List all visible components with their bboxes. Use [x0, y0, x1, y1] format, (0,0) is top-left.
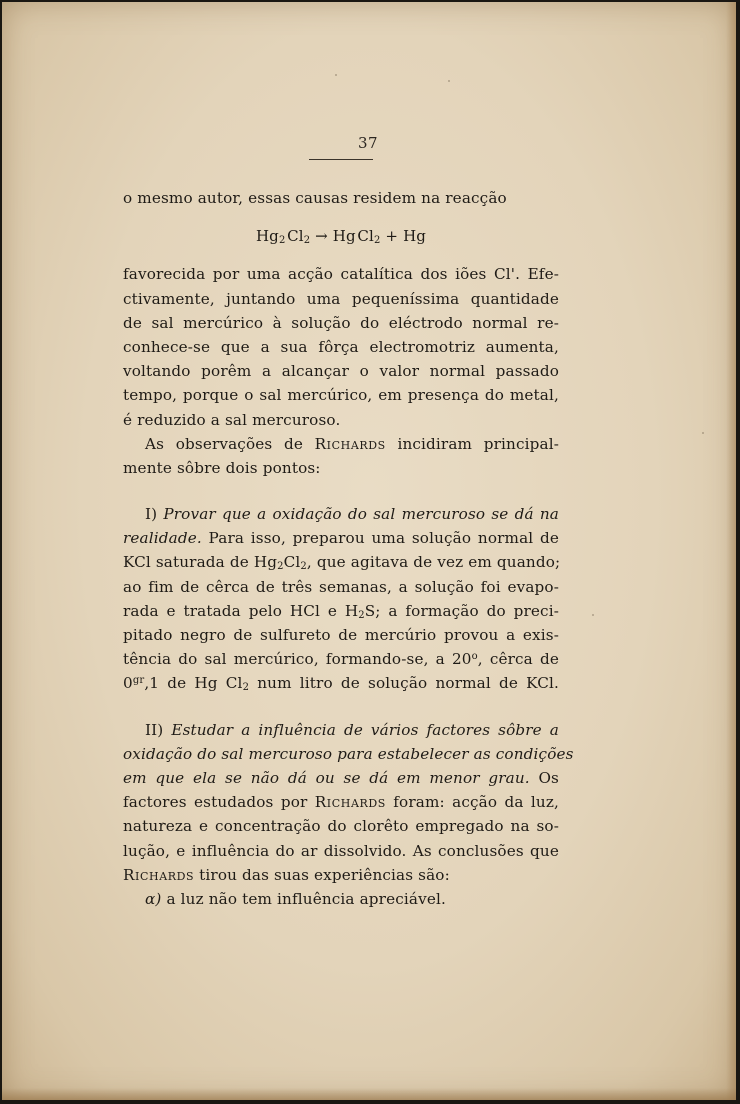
page-bottom-shadow: [2, 1088, 736, 1100]
paper-speck: [448, 80, 450, 82]
text-line: $0^{gr},1$ de Hg $Cl_2$ num litro de solução normal de KCl.: [123, 674, 559, 694]
paper-speck: [335, 74, 337, 76]
text-line: mente sôbre dois pontos:: [123, 458, 321, 477]
text-line: oxidação do sal mercuroso para estabelecer as condições: [123, 744, 574, 763]
text-line: é reduzido a sal mercuroso.: [123, 410, 341, 429]
point-one-heading: I) Provar que a oxidação do sal mercuroso se dá na: [145, 505, 560, 524]
page-edge-shadow: [726, 2, 736, 1100]
item-label: α): [145, 889, 162, 908]
text-line: favorecida por uma acção catalítica dos iões Cl'. Efe-: [123, 265, 559, 284]
arrow-glyph: →: [310, 227, 333, 246]
page-number: 37: [357, 134, 379, 152]
text-line: realidade. Para isso, preparou uma solução normal de: [123, 529, 559, 548]
text-line: lução, e influência do ar dissolvido. As conclusões que: [123, 841, 559, 860]
text-line: ao fim de cêrca de três semanas, a solução foi evapo-: [123, 577, 559, 596]
text-line: voltando porêm a alcançar o valor normal passado: [123, 362, 559, 381]
text-line: em que ela se não dá ou se dá em menor grau. Os: [123, 768, 559, 787]
body-text: [123, 186, 574, 911]
author-name: Richards: [123, 865, 195, 884]
plus-glyph: +: [380, 227, 404, 246]
list-item-a: α) a luz não tem influência apreciável.: [145, 889, 446, 908]
page-header: [2, 134, 736, 153]
text-line: conhece-se que a sua fôrça electromotriz aumenta,: [123, 337, 559, 356]
header-rule: [309, 159, 373, 160]
text-line: rada e tratada pelo HCl e $H_2S$; a formação do preci-: [123, 601, 559, 621]
text-line: pitado negro de sulfureto de mercúrio provou a exis-: [123, 626, 559, 644]
text-line: KCl saturada de $Hg_2Cl_2$, que agitava de vez em quando;: [123, 553, 561, 573]
paper-speck: [702, 432, 704, 434]
point-two-heading: II) Estudar a influência de vários factores sôbre a: [145, 720, 559, 739]
book-page: [2, 2, 736, 1100]
text-line: tempo, porque o sal mercúrico, em presença do metal,: [123, 386, 559, 405]
chemical-equation: $Hg_2$ $Cl_2 \to Hg$ $Cl_2 + Hg$: [255, 227, 427, 247]
text-line: As observações de Richards incidiram principal-: [145, 434, 559, 453]
text-line: natureza e concentração do clorêto empregado na so-: [123, 817, 559, 836]
paper-speck: [592, 614, 594, 616]
text-line: tência do sal mercúrico, formando-se, a 20$^o$, cêrca de: [123, 650, 559, 669]
text-line: factores estudados por Richards foram: acção da luz,: [123, 793, 559, 812]
author-name: Richards: [314, 434, 386, 453]
text-line: de sal mercúrico à solução do eléctrodo normal re-: [123, 313, 559, 332]
author-name: Richards: [314, 793, 386, 812]
text-line: o mesmo autor, essas causas residem na reacção: [123, 189, 507, 207]
text-line: ctivamente, juntando uma pequeníssima quantidade: [123, 289, 559, 308]
text-line: Richards tirou das suas experiências são:: [123, 865, 450, 884]
